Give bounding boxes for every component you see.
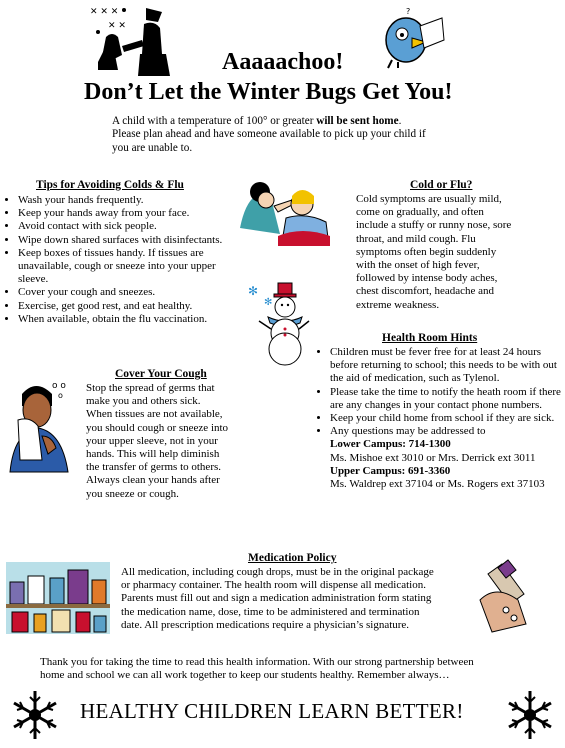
tip-item: • Keep boxes of tissues handy. If tissues are unavailable, cough or sneeze into your upper sleeve. bbox=[18, 247, 240, 287]
svg-text:✕ ✕ ✕: ✕ ✕ ✕ bbox=[90, 7, 119, 17]
closing-text bbox=[40, 656, 540, 682]
cold-flu-line: followed by intense body aches, bbox=[356, 272, 498, 285]
lower-campus-label: Lower Campus: 714-1300 bbox=[330, 438, 451, 451]
intro-line1-end: . bbox=[398, 115, 402, 127]
svg-text:?: ? bbox=[406, 7, 411, 16]
closing-line: home and school we can all work together to keep our students healthy. Remember always… bbox=[40, 669, 450, 682]
cover-cough-line: Stop the spread of germs that bbox=[86, 382, 215, 394]
pill-bottle-hand-clipart bbox=[476, 560, 540, 632]
cold-flu-line: with the onset of high fever, bbox=[356, 259, 480, 272]
tip-item: • Wipe down shared surfaces with disinfectants. bbox=[18, 234, 240, 247]
medication-line: the medication name, dose, time to be administered and termination bbox=[121, 605, 420, 618]
cover-cough-line: you sneeze or cough. bbox=[86, 487, 179, 500]
cover-cough-line: Always clean your hands after bbox=[86, 474, 220, 487]
medication-text bbox=[121, 566, 481, 632]
svg-text:o o: o o bbox=[52, 381, 66, 391]
intro-line3: you are unable to. bbox=[112, 141, 193, 154]
closing-line: Thank you for taking the time to read this health information. With our strong partnership between bbox=[40, 656, 474, 668]
tip-item: • Cover your cough and sneezes. bbox=[18, 286, 240, 299]
cover-cough-line: hands. This will help diminish bbox=[86, 448, 220, 461]
footer-title: HEALTHY CHILDREN LEARN BETTER! bbox=[80, 699, 464, 723]
cold-flu-line: come on gradually, and often bbox=[356, 206, 484, 219]
medication-line: or pharmacy container. The health room will dispense all medication. bbox=[121, 579, 426, 592]
cover-cough-line: When tissues are not available, bbox=[86, 408, 223, 421]
cold-flu-line: throat, and mild cough. Flu bbox=[356, 232, 476, 245]
cold-flu-line: Cold symptoms are usually mild, bbox=[356, 193, 502, 205]
cold-flu-line: include a stuffy or runny nose, sore bbox=[356, 219, 512, 232]
page-title: Aaaaachoo! bbox=[222, 49, 344, 75]
cover-cough-line: you should cough or sneeze into bbox=[86, 421, 229, 434]
intro-line1: A child with a temperature of 100° or greater bbox=[112, 115, 317, 127]
health-room-item: • Please take the time to notify the heath room if there are any changes in your contact phone numbers. bbox=[330, 386, 565, 412]
cold-flu-line: chest discomfort, headache and bbox=[356, 285, 495, 298]
tip-item: • Wash your hands frequently. bbox=[18, 194, 240, 207]
cover-cough-heading: Cover Your Cough bbox=[115, 368, 207, 380]
health-room-list bbox=[312, 346, 565, 491]
snowflake-icon bbox=[8, 688, 62, 742]
sneezing-people-clipart bbox=[88, 2, 178, 78]
cold-flu-line: extreme weakness. bbox=[356, 298, 440, 311]
cover-cough-line: the transfer of germs to others. bbox=[86, 461, 222, 474]
cold-flu-heading: Cold or Flu? bbox=[410, 179, 473, 191]
page-subtitle: Don’t Let the Winter Bugs Get You! bbox=[84, 79, 453, 105]
tip-item: • Exercise, get good rest, and eat healthy. bbox=[18, 300, 240, 313]
tip-item: • Avoid contact with sick people. bbox=[18, 220, 240, 233]
snowflake-icon bbox=[503, 688, 557, 742]
svg-text:✕ ✕: ✕ ✕ bbox=[108, 21, 126, 31]
svg-text:o: o bbox=[58, 391, 63, 400]
tip-item: • When available, obtain the flu vaccination. bbox=[18, 313, 240, 326]
cover-cough-line: your upper sleeve, not in your bbox=[86, 434, 218, 447]
snowman-clipart bbox=[248, 283, 308, 363]
health-room-item: • Children must be fever free for at least 24 hours before returning to school; this needs to be with out the aid of medication, such as Tylenol. bbox=[330, 346, 565, 386]
intro-text bbox=[112, 115, 462, 155]
medication-line: Parents must fill out and sign a medication administration form stating bbox=[121, 592, 432, 605]
cover-cough-text bbox=[86, 382, 256, 501]
cover-cough-line: make you and others sick. bbox=[86, 395, 201, 408]
tips-list bbox=[0, 194, 240, 326]
upper-campus-label: Upper Campus: 691-3360 bbox=[330, 464, 451, 477]
health-room-heading: Health Room Hints bbox=[382, 332, 478, 344]
svg-text:✻: ✻ bbox=[248, 284, 259, 298]
health-room-item: • Any questions may be addressed to bbox=[330, 425, 565, 438]
intro-bold: will be sent home bbox=[316, 115, 399, 127]
tip-item: • Keep your hands away from your face. bbox=[18, 207, 240, 220]
health-room-item: • Keep your child home from school if they are sick. bbox=[330, 412, 565, 425]
medication-line: date. All prescription medications require a physician’s signature. bbox=[121, 618, 410, 631]
svg-text:✻: ✻ bbox=[264, 297, 273, 308]
medicine-bottles-clipart bbox=[6, 562, 110, 634]
intro-line2: Please plan ahead and have someone available to pick up your child if bbox=[112, 128, 426, 141]
doctor-examining-child-clipart bbox=[234, 178, 332, 248]
medication-line: All medication, including cough drops, must be in the original package bbox=[121, 566, 434, 578]
cold-flu-line: symptoms often begin suddenly bbox=[356, 245, 497, 258]
medication-heading: Medication Policy bbox=[248, 552, 337, 564]
lower-campus-contacts: Ms. Mishoe ext 3010 or Mrs. Derrick ext 3011 bbox=[330, 451, 536, 464]
coughing-man-clipart bbox=[8, 376, 82, 476]
tips-heading: Tips for Avoiding Colds & Flu bbox=[36, 179, 184, 191]
bird-with-tissue-clipart bbox=[380, 8, 446, 68]
cold-flu-text bbox=[356, 193, 556, 312]
upper-campus-contacts: Ms. Waldrep ext 37104 or Ms. Rogers ext 37103 bbox=[330, 478, 545, 491]
